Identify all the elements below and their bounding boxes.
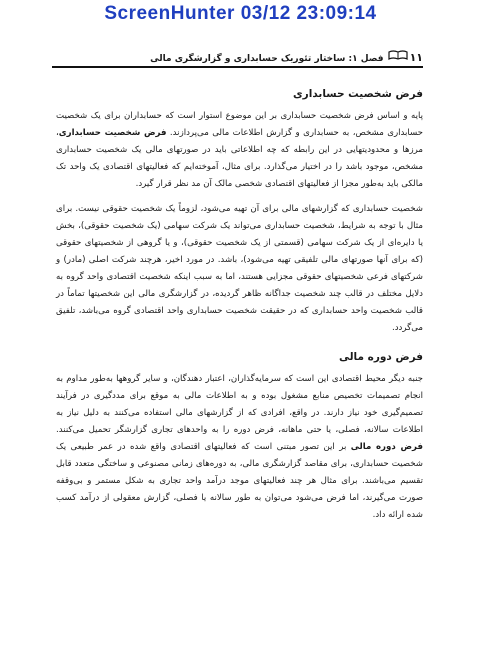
section-heading-period: فرض دوره مالی — [338, 351, 423, 363]
page-content — [56, 88, 423, 532]
screenhunter-watermark: ScreenHunter 03/12 23:09:14 — [104, 3, 377, 24]
page-header — [52, 44, 423, 68]
page-number: ۱۱ — [409, 51, 423, 64]
book-icon — [388, 45, 408, 64]
paragraph: پایه و اساس فرض شخصیت حسابداری بر این موضوع استوار است که حسابداران برای یک شخصیت حسابداری مشخص، به حسابداری و گزارش اطلاعات مالی می‌پردازند. فرض شخصیت حسابداری، مرزها و محدودیتهایی در این رابطه که چه اطلاعاتی باید در صورتهای مالی یک شخصیت حسابداری مشخص، موجود باشد را در اختیار می‌گذارد. برای مثال، آموخته‌ایم که فعالیتهای اقتصادی یک واحد تک مالکی باید به‌طور مجزا از فعالیتهای اقتصادی شخصی مالک آن مد نظر قرار گیرد. — [56, 111, 423, 189]
bold-term: فرض دوره مالی — [350, 442, 423, 452]
chapter-title: فصل ۱: ساختار تئوریک حسابداری و گزارشگری مالی — [150, 54, 384, 64]
paragraph: جنبه دیگر محیط اقتصادی این است که سرمایه‌گذاران، اعتبار دهندگان، و سایر گروهها به‌طور مداوم به انجام تصمیمات تخصیص منابع مشغول بوده و به اطلاعات مالی به موقع برای مددگیری در فرآیند تصمیم‌گیری خود نیاز دارند. در واقع، افرادی که از گزارشهای مالی استفاده می‌کنند به دلیل نیاز به اطلاعات سالانه، فصلی، یا حتی ماهانه، فرض دوره را به واحدهای تجاری گزارشگر تحمیل می‌کنند. فرض دوره مالی بر این تصور مبتنی است که فعالیتهای اقتصادی واقع شده در عمر طبیعی یک شخصیت حسابداری، برای مقاصد گزارشگری مالی، به دوره‌های زمانی مصنوعی و ساختگی متعدد قابل تقسیم می‌باشند. برای مثال هر چند فعالیتهای موجد درآمد واحد تجاری به شکل مستمر و بی‌وقفه صورت می‌گیرند، اما فرض می‌شود می‌توان به طور سالانه یا فصلی، گزارش معقولی از درآمد کسب شده ارائه داد. — [56, 374, 423, 520]
paragraph: شخصیت حسابداری که گزارشهای مالی برای آن تهیه می‌شود، لزوماً یک شخصیت حقوقی نیست. برای مثال با توجه به شرایط، شخصیت حسابداری می‌تواند یک شرکت سهامی (یک شخصیت حقوقی)، بخش یا دایره‌ای از یک شرکت سهامی (قسمتی از یک شخصیت حقوقی)، و یا گروهی از شخصیتهای حقوقی (که برای آنها صورتهای مالی تلفیقی تهیه می‌شود)، باشد. در مورد اخیر، هرچند شرکت اصلی (مادر) و شرکتهای فرعی شخصیتهای حقوقی مجزایی هستند، اما به سبب اینکه شخصیت اقتصادی واحد گروه به دلایل مختلف در قالب چند شخصیت جداگانه ظاهر گردیده، در گزارشگری مالی این شخصیتها تماماً در قالب شخصیت واحد حسابداری که در حقیقت شخصیت حسابداری واحد اقتصادی گروه می‌باشد، تلفیق می‌گردد. — [56, 204, 423, 333]
section-period — [56, 351, 423, 524]
bold-term: فرض شخصیت حسابداری — [58, 128, 167, 138]
section-heading-entity: فرض شخصیت حسابداری — [293, 88, 423, 100]
